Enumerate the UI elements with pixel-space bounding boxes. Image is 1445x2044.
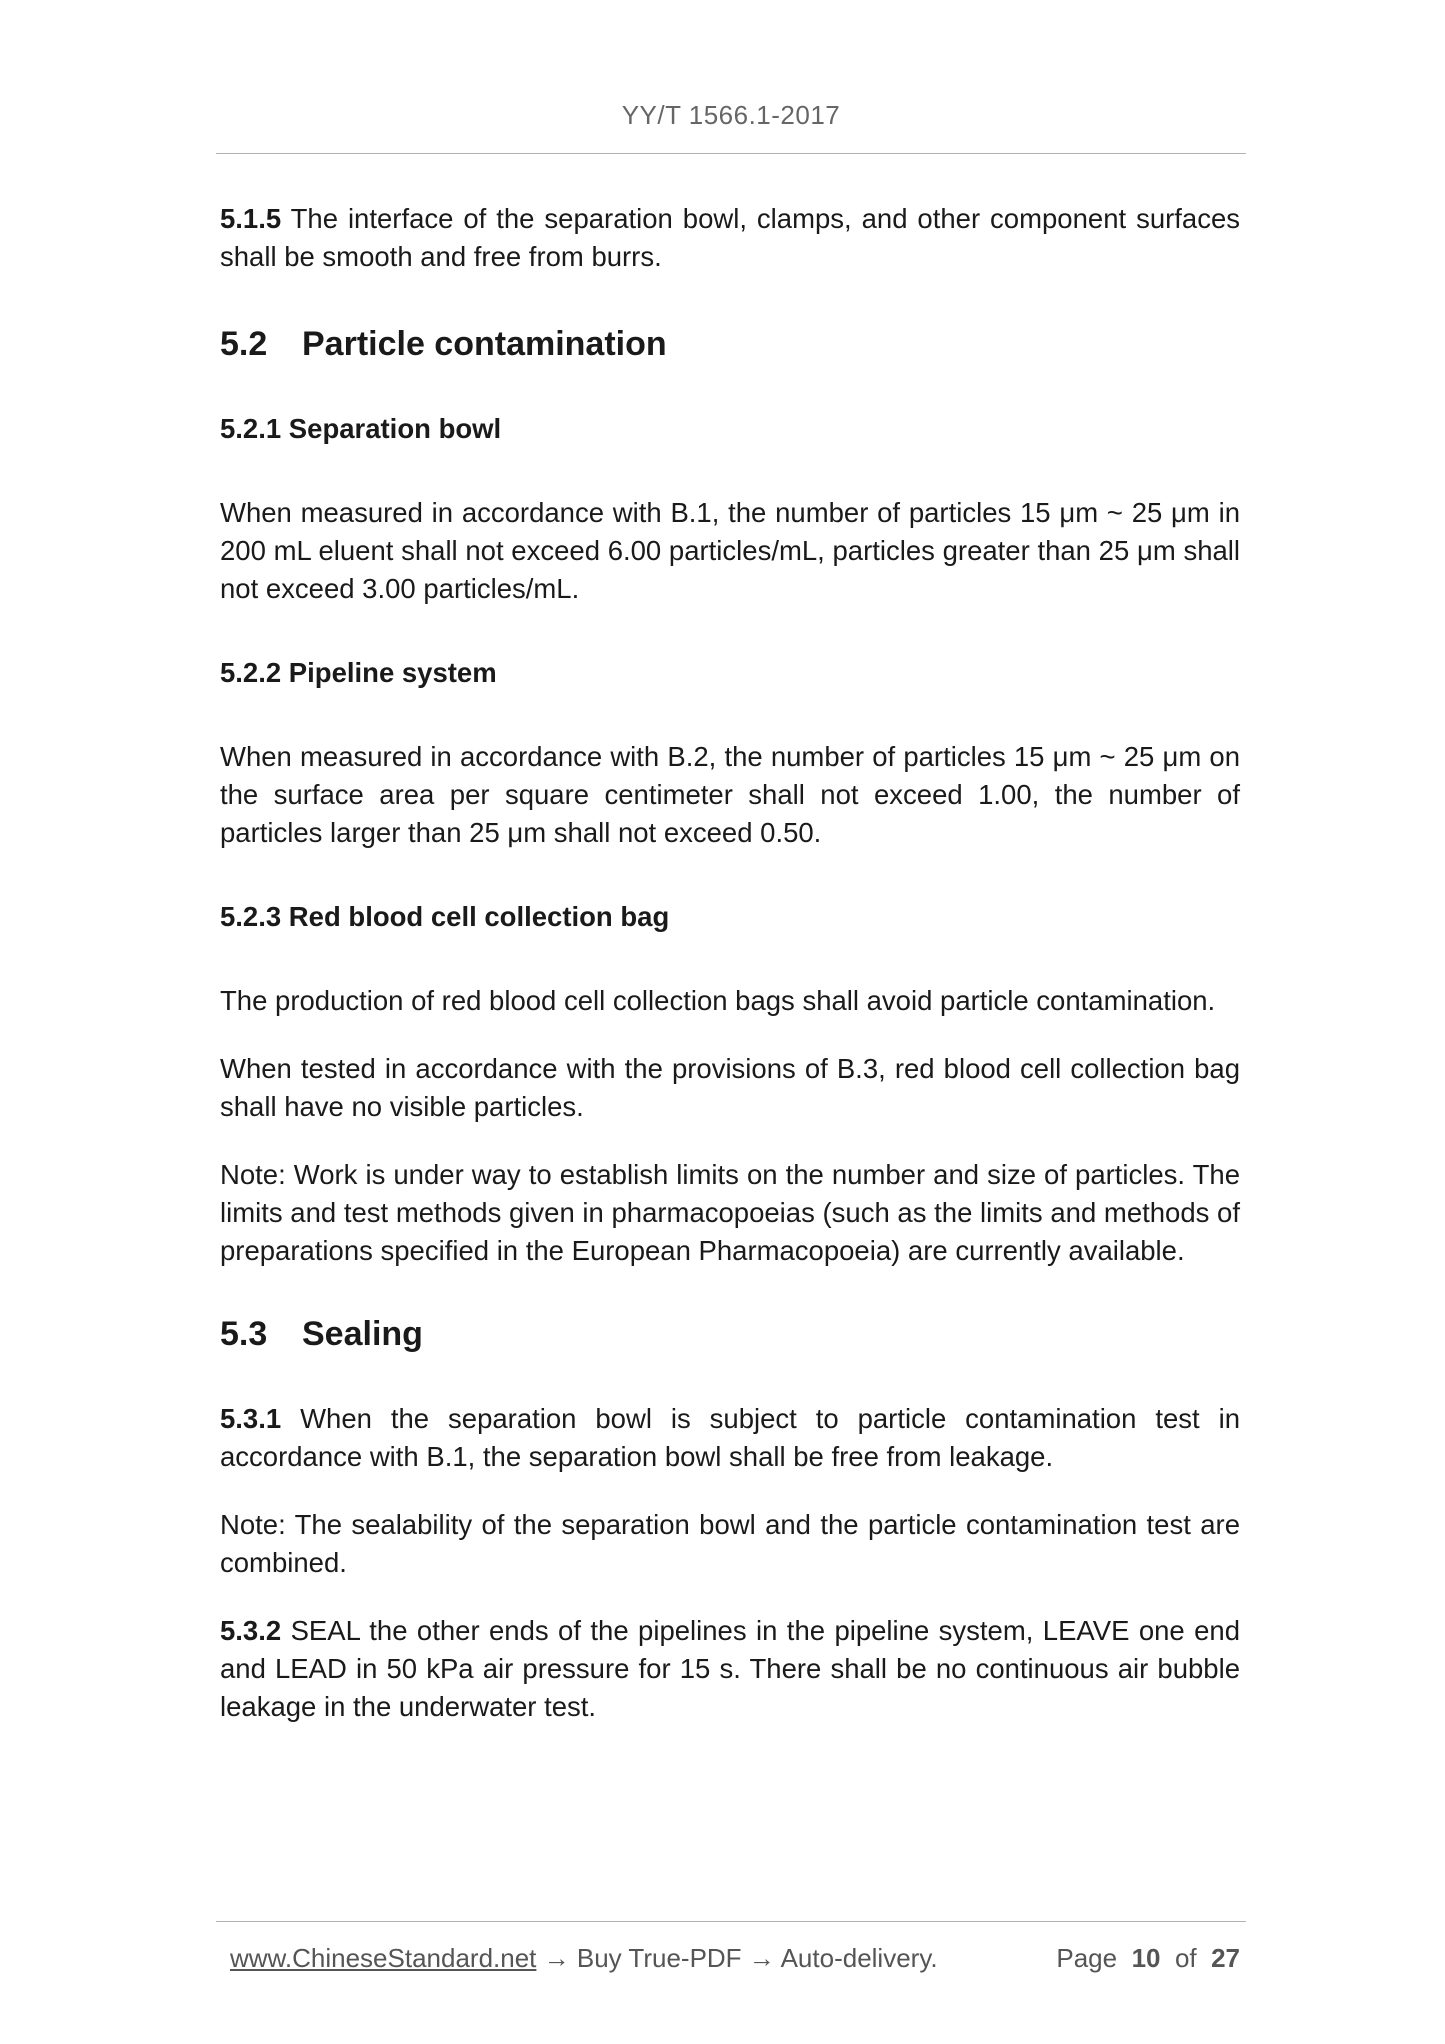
document-body (220, 200, 1240, 1756)
section-heading-5-2 (220, 324, 1240, 364)
page-header: YY/T 1566.1-2017 (621, 100, 841, 130)
clause-text: SEAL the other ends of the pipelines in the pipeline system, LEAVE one end and LEAD in 50 kPa air pressure for 15 s. There shall be no continuous air bubble leakage in the underwater test. (220, 1615, 1240, 1722)
clause-5-2-3-note: Note: Work is under way to establish limits on the number and size of particles. The limits and test methods given in pharmacopoeias (such as the limits and methods of preparations specified in the European Pharmacopoeia) are currently available. (220, 1159, 1240, 1266)
header-divider (216, 153, 1246, 154)
clause-text: When the separation bowl is subject to particle contamination test in accordance with B.1, the separation bowl shall be free from leakage. (220, 1403, 1240, 1472)
arrow-icon: → (741, 1943, 781, 1973)
section-number: 5.3 (220, 1315, 268, 1353)
page-indicator (1056, 1943, 1240, 1974)
clause-5-2-3-text-b: When tested in accordance with the provisions of B.3, red blood cell collection bag shall have no visible particles. (220, 1053, 1240, 1122)
subsection-heading-5-2-3: 5.2.3 Red blood cell collection bag (220, 901, 670, 932)
section-heading-5-3 (220, 1314, 1240, 1354)
clause-5-3-1 (220, 1400, 1240, 1476)
auto-delivery-text: Auto-delivery. (780, 1943, 938, 1973)
clause-number: 5.3.2 (220, 1615, 282, 1646)
clause-number: 5.3.1 (220, 1403, 282, 1434)
clause-5-3-1-note: Note: The sealability of the separation bowl and the particle contamination test are combined. (220, 1509, 1240, 1578)
clause-5-3-2 (220, 1612, 1240, 1726)
section-number: 5.2 (220, 325, 268, 363)
footer-left (230, 1943, 938, 1974)
section-title: Sealing (302, 1315, 423, 1353)
clause-5-2-2-text: When measured in accordance with B.2, the number of particles 15 μm ~ 25 μm on the surface area per square centimeter shall not exceed 1.00, the number of particles larger than 25 μm shall not exceed 0.50. (220, 741, 1240, 848)
subsection-heading-5-2-1: 5.2.1 Separation bowl (220, 413, 502, 444)
of-label: of (1174, 1943, 1197, 1973)
clause-5-2-1-text: When measured in accordance with B.1, the number of particles 15 μm ~ 25 μm in 200 mL eluent shall not exceed 6.00 particles/mL, particles greater than 25 μm shall not exceed 3.00 particles/mL. (220, 497, 1240, 604)
subsection-heading-5-2-2: 5.2.2 Pipeline system (220, 657, 497, 688)
current-page-number: 10 (1131, 1943, 1161, 1973)
arrow-icon: → (536, 1943, 577, 1973)
clause-5-2-3-text-a: The production of red blood cell collection bags shall avoid particle contamination. (220, 985, 1216, 1016)
footer-divider (216, 1921, 1246, 1922)
clause-5-1-5 (220, 200, 1240, 276)
clause-number: 5.1.5 (220, 203, 282, 234)
section-title: Particle contamination (302, 325, 667, 363)
page-label: Page (1056, 1943, 1118, 1973)
clause-text: The interface of the separation bowl, clamps, and other component surfaces shall be smooth and free from burrs. (220, 203, 1240, 272)
total-page-number: 27 (1211, 1943, 1240, 1973)
buy-pdf-text: Buy True-PDF (576, 1943, 742, 1973)
website-link[interactable]: www.ChineseStandard.net (230, 1943, 537, 1973)
